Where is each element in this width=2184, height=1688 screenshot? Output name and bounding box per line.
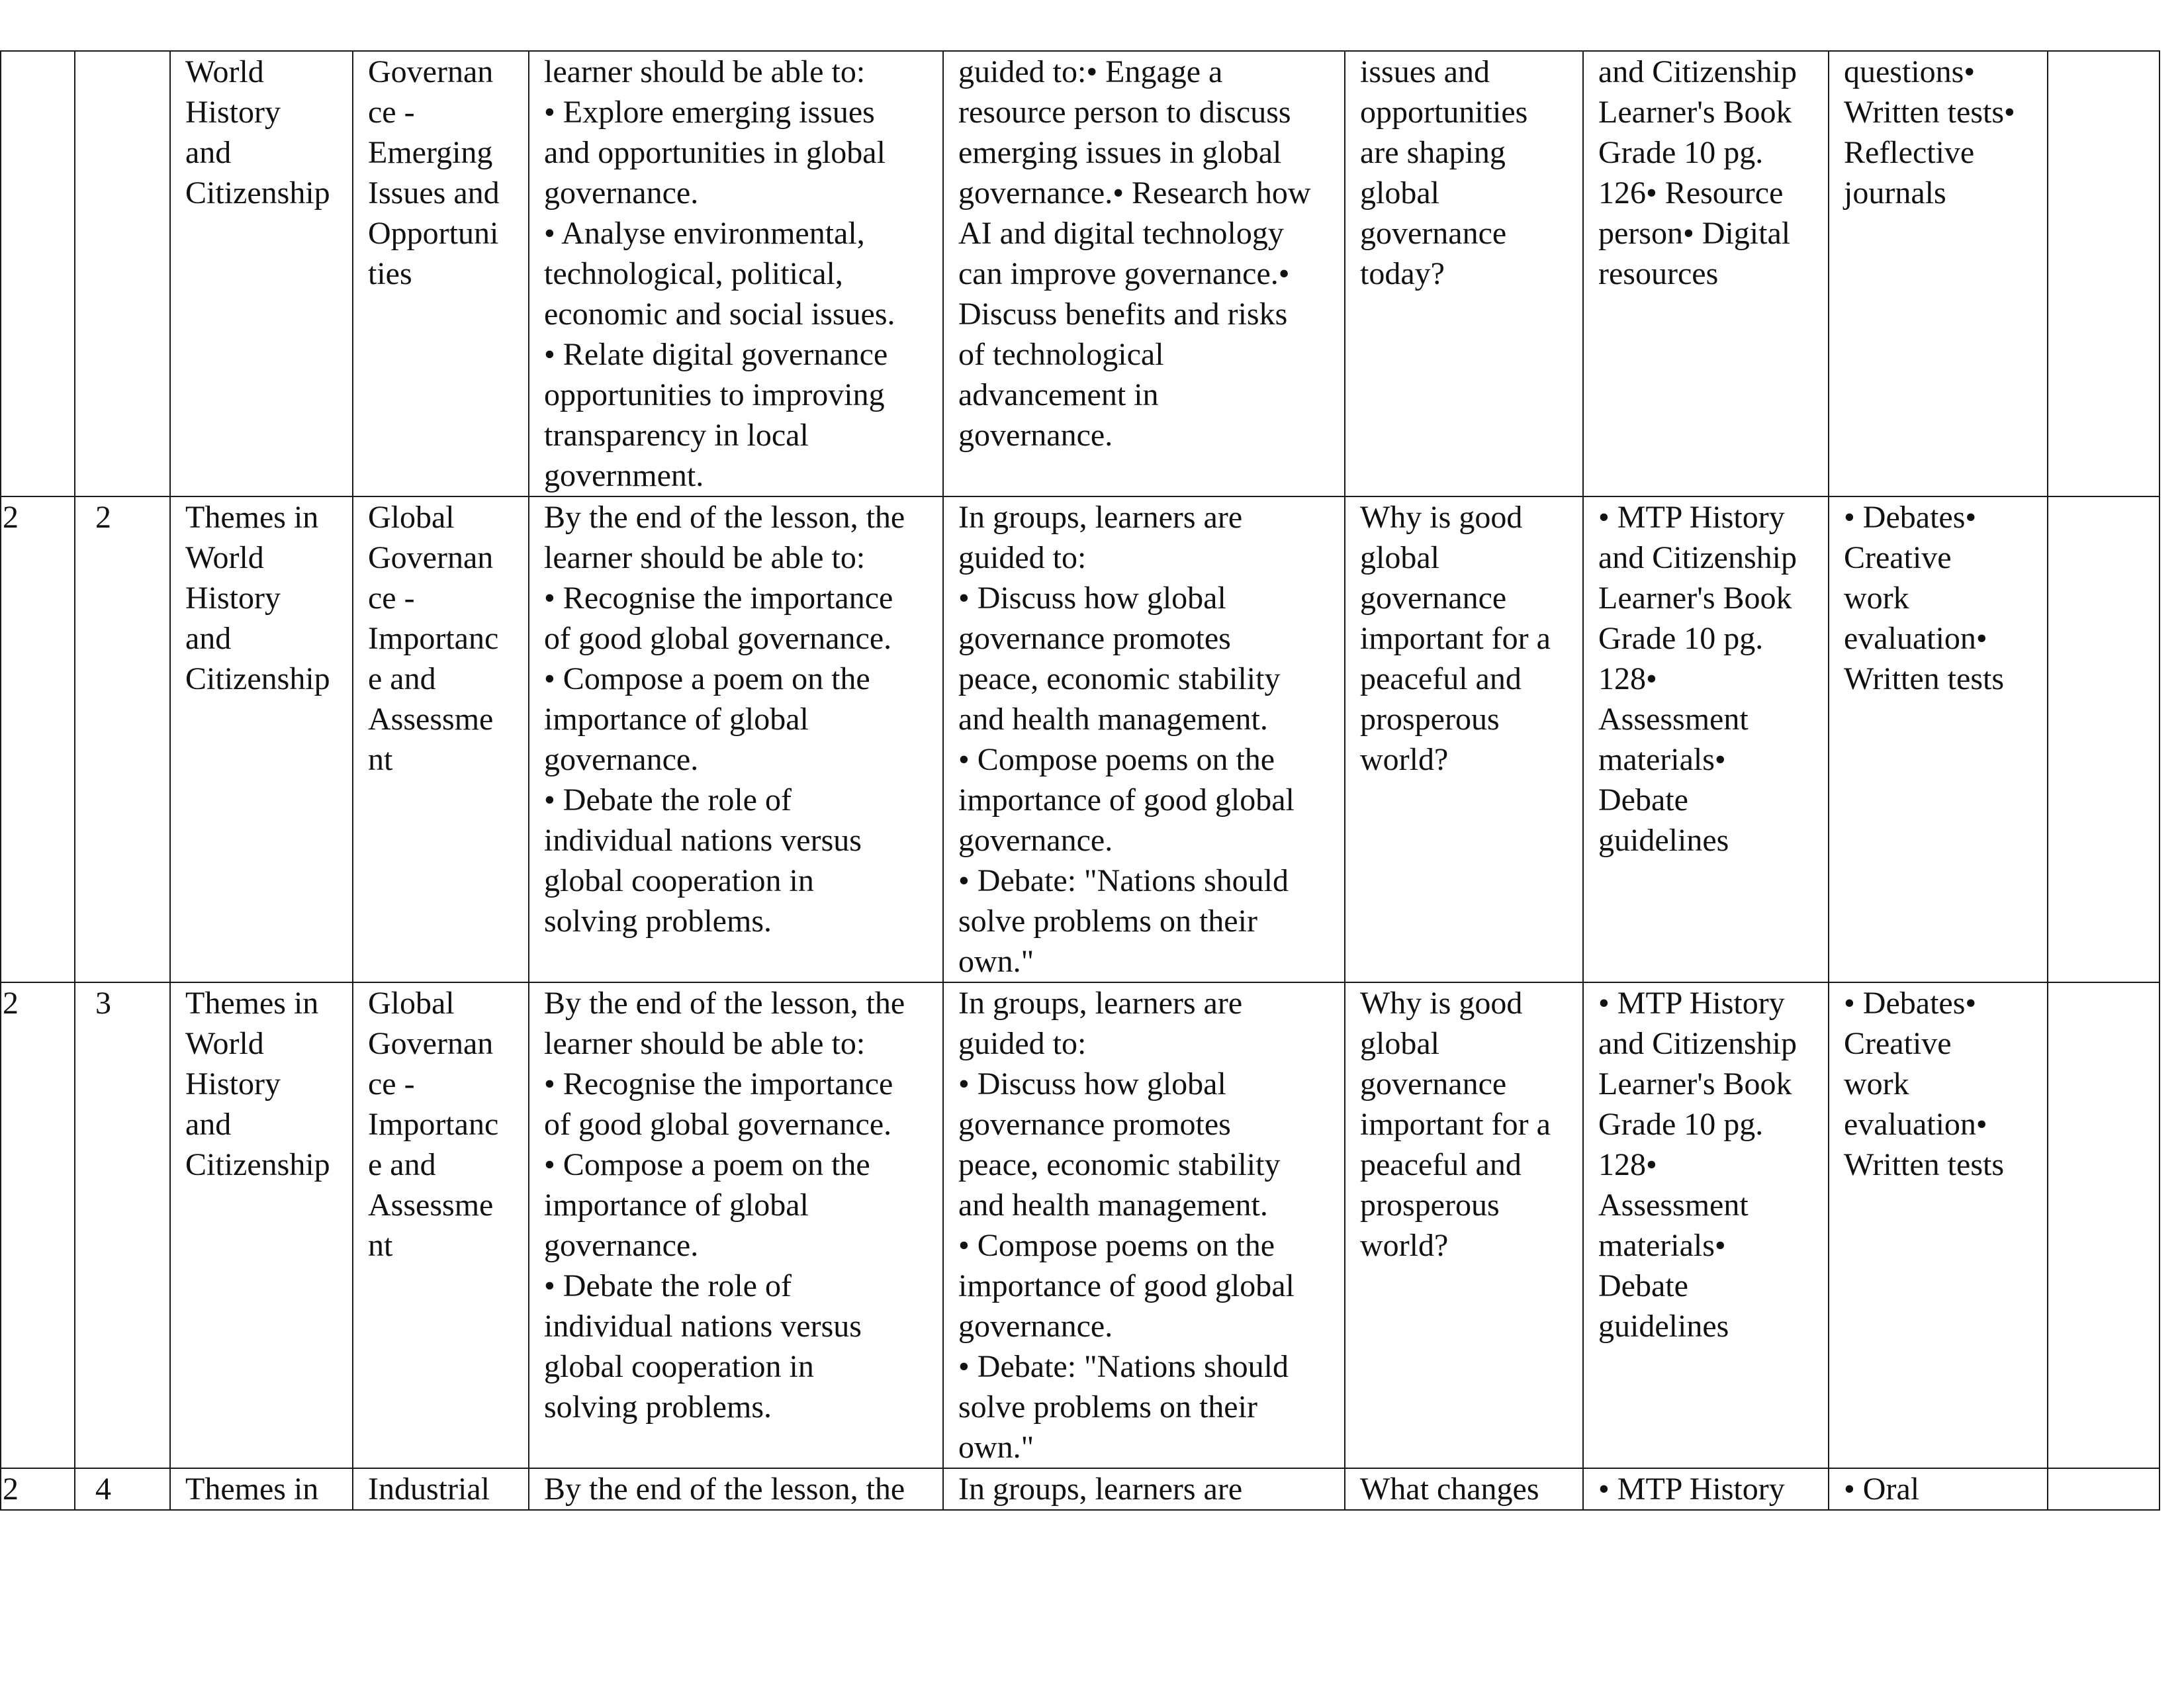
key-inquiry-cell (1345, 1468, 1583, 1510)
key-inquiry-cell (1345, 51, 1583, 496)
cell-text-line: e and (368, 661, 436, 696)
learning-experiences-cell (943, 51, 1345, 496)
cell-text-line: • Compose a poem on the (544, 661, 870, 696)
cell-text-line: • MTP History (1598, 1472, 1785, 1507)
cell-text-line: governance. (544, 742, 699, 777)
cell-text-line: Learner's Book (1598, 581, 1792, 616)
cell-text-line: Written tests (1844, 661, 2005, 696)
cell-text-line: Governan (368, 540, 494, 575)
cell-text-line: • Recognise the importance (544, 1066, 893, 1102)
cell-text-line: prosperous (1360, 702, 1500, 737)
cell-text-line: nt (368, 742, 393, 777)
cell-text-line: technological, political, (544, 256, 843, 291)
table-row (1, 982, 2160, 1468)
learning-experiences-cell (943, 1468, 1345, 1510)
cell-text-line: • Explore emerging issues (544, 95, 875, 130)
cell-text-line: In groups, learners are (958, 986, 1243, 1021)
cell-text-line: materials• (1598, 742, 1726, 777)
cell-text-line: Debate (1598, 1268, 1688, 1303)
cell-text-line: opportunities to improving (544, 377, 885, 412)
cell-text-line: and Citizenship (1598, 540, 1797, 575)
cell-text-line: journals (1844, 175, 1946, 211)
cell-text-line: 126• Resource (1598, 175, 1784, 211)
cell-text-line: today? (1360, 256, 1445, 291)
cell-text-line: governance. (544, 175, 699, 211)
cell-text-line: Themes in (185, 500, 319, 535)
cell-text-line: Grade 10 pg. (1598, 1107, 1764, 1142)
cell-text-line: opportunities (1360, 95, 1528, 130)
cell-text-line: Citizenship (185, 661, 330, 696)
cell-text-line: peace, economic stability (958, 661, 1281, 696)
week-cell: 2 (1, 1468, 75, 1510)
cell-text-line: What changes (1360, 1472, 1539, 1507)
cell-text-line: Opportuni (368, 216, 499, 251)
cell-text-line: guidelines (1598, 823, 1729, 858)
cell-text-line: Reflective (1844, 135, 1975, 170)
cell-text-line: Issues and (368, 175, 500, 211)
cell-text-line: guided to:• Engage a (958, 54, 1223, 89)
week-cell: 2 (1, 496, 75, 982)
key-inquiry-cell (1345, 982, 1583, 1468)
table-body (1, 51, 2160, 1510)
table-row (1, 496, 2160, 982)
cell-text-line: of technological (958, 337, 1164, 372)
cell-text-line: are shaping (1360, 135, 1506, 170)
cell-text-line: Grade 10 pg. (1598, 621, 1764, 656)
cell-text-line: emerging issues in global (958, 135, 1282, 170)
cell-text-line: Why is good (1360, 500, 1523, 535)
cell-text-line: Importanc (368, 621, 499, 656)
cell-text-line: governance. (958, 418, 1113, 453)
cell-text-line: solving problems. (544, 904, 772, 939)
cell-text-line: Governan (368, 54, 494, 89)
lesson-cell: 3 (75, 982, 170, 1468)
cell-text-line: • Compose a poem on the (544, 1147, 870, 1182)
cell-text-line: Citizenship (185, 175, 330, 211)
cell-text-line: guidelines (1598, 1309, 1729, 1344)
cell-text-line: 128• (1598, 661, 1657, 696)
cell-text-line: of good global governance. (544, 621, 892, 656)
cell-text-line: and (185, 135, 232, 170)
sub-strand-cell (353, 1468, 529, 1510)
cell-text-line: questions• (1844, 54, 1976, 89)
cell-text-line: economic and social issues. (544, 297, 895, 332)
cell-text-line: • Oral (1844, 1472, 1920, 1507)
cell-text-line: peace, economic stability (958, 1147, 1281, 1182)
cell-text-line: • Compose poems on the (958, 1228, 1275, 1263)
cell-text-line: important for a (1360, 621, 1551, 656)
cell-text-line: importance of global (544, 1188, 809, 1223)
learning-resources-cell (1583, 51, 1829, 496)
cell-text-line: Assessment (1598, 702, 1749, 737)
cell-text-line: governance promotes (958, 621, 1231, 656)
cell-text-line: Creative (1844, 540, 1952, 575)
cell-text-line: • Recognise the importance (544, 581, 893, 616)
cell-text-line: and opportunities in global (544, 135, 886, 170)
strand-cell (170, 982, 353, 1468)
cell-text-line: person• Digital (1598, 216, 1791, 251)
cell-text-line: solve problems on their (958, 904, 1257, 939)
cell-text-line: governance.• Research how (958, 175, 1311, 211)
cell-text-line: In groups, learners are (958, 500, 1243, 535)
cell-text-line: ce - (368, 581, 415, 616)
key-inquiry-cell (1345, 496, 1583, 982)
cell-text-line: and (185, 1107, 232, 1142)
cell-text-line: learner should be able to: (544, 540, 866, 575)
cell-text-line: important for a (1360, 1107, 1551, 1142)
cell-text-line: Why is good (1360, 986, 1523, 1021)
cell-text-line: and Citizenship (1598, 54, 1797, 89)
cell-text-line: work (1844, 581, 1909, 616)
cell-text-line: issues and (1360, 54, 1490, 89)
cell-text-line: global (1360, 175, 1439, 211)
cell-text-line: governance promotes (958, 1107, 1231, 1142)
cell-text-line: resource person to discuss (958, 95, 1291, 130)
cell-text-line: Citizenship (185, 1147, 330, 1182)
cell-text-line: peaceful and (1360, 1147, 1522, 1182)
cell-text-line: Learner's Book (1598, 1066, 1792, 1102)
cell-text-line: and health management. (958, 1188, 1268, 1223)
cell-text-line: own." (958, 944, 1034, 979)
scheme-of-work-table (0, 50, 2160, 1511)
cell-text-line: resources (1598, 256, 1719, 291)
cell-text-line: • Debate the role of (544, 782, 792, 818)
cell-text-line: • Debate: "Nations should (958, 863, 1289, 898)
learning-outcomes-cell (529, 496, 943, 982)
cell-text-line: • Discuss how global (958, 1066, 1226, 1102)
cell-text-line: governance (1360, 1066, 1507, 1102)
cell-text-line: peaceful and (1360, 661, 1522, 696)
cell-text-line: ce - (368, 1066, 415, 1102)
cell-text-line: and (185, 621, 232, 656)
cell-text-line: evaluation• (1844, 621, 1987, 656)
cell-text-line: importance of good global (958, 1268, 1295, 1303)
learning-experiences-cell (943, 496, 1345, 982)
strand-cell (170, 496, 353, 982)
cell-text-line: Grade 10 pg. (1598, 135, 1764, 170)
assessment-cell (1829, 51, 2048, 496)
cell-text-line: work (1844, 1066, 1909, 1102)
assessment-cell (1829, 496, 2048, 982)
cell-text-line: ties (368, 256, 412, 291)
lesson-cell: 4 (75, 1468, 170, 1510)
cell-text-line: • MTP History (1598, 986, 1785, 1021)
remarks-cell (2048, 496, 2160, 982)
strand-cell (170, 1468, 353, 1510)
cell-text-line: importance of good global (958, 782, 1295, 818)
cell-text-line: evaluation• (1844, 1107, 1987, 1142)
cell-text-line: 128• (1598, 1147, 1657, 1182)
cell-text-line: Themes in (185, 1472, 319, 1507)
cell-text-line: Assessme (368, 1188, 494, 1223)
learning-resources-cell (1583, 496, 1829, 982)
cell-text-line: Global (368, 986, 455, 1021)
cell-text-line: • Debate the role of (544, 1268, 792, 1303)
learning-experiences-cell (943, 982, 1345, 1468)
cell-text-line: • MTP History (1598, 500, 1785, 535)
cell-text-line: Written tests (1844, 1147, 2005, 1182)
cell-text-line: Assessment (1598, 1188, 1749, 1223)
cell-text-line: World (185, 1026, 264, 1061)
cell-text-line: global (1360, 540, 1439, 575)
remarks-cell (2048, 51, 2160, 496)
cell-text-line: • Analyse environmental, (544, 216, 865, 251)
cell-text-line: and health management. (958, 702, 1268, 737)
cell-text-line: advancement in (958, 377, 1159, 412)
cell-text-line: individual nations versus (544, 1309, 862, 1344)
cell-text-line: world? (1360, 742, 1449, 777)
cell-text-line: Industrial (368, 1472, 490, 1507)
cell-text-line: Debate (1598, 782, 1688, 818)
cell-text-line: By the end of the lesson, the (544, 1472, 905, 1507)
cell-text-line: By the end of the lesson, the (544, 500, 905, 535)
cell-text-line: Themes in (185, 986, 319, 1021)
cell-text-line: governance. (958, 823, 1113, 858)
strand-cell (170, 51, 353, 496)
cell-text-line: governance. (958, 1309, 1113, 1344)
week-cell (1, 51, 75, 496)
cell-text-line: prosperous (1360, 1188, 1500, 1223)
learning-resources-cell (1583, 1468, 1829, 1510)
cell-text-line: e and (368, 1147, 436, 1182)
cell-text-line: transparency in local (544, 418, 809, 453)
cell-text-line: Global (368, 500, 455, 535)
lesson-cell: 2 (75, 496, 170, 982)
cell-text-line: governance (1360, 216, 1507, 251)
cell-text-line: Written tests• (1844, 95, 2015, 130)
cell-text-line: nt (368, 1228, 393, 1263)
week-cell: 2 (1, 982, 75, 1468)
learning-outcomes-cell (529, 51, 943, 496)
cell-text-line: History (185, 581, 281, 616)
cell-text-line: global (1360, 1026, 1439, 1061)
cell-text-line: • Compose poems on the (958, 742, 1275, 777)
learning-outcomes-cell (529, 982, 943, 1468)
learning-resources-cell (1583, 982, 1829, 1468)
cell-text-line: government. (544, 458, 704, 493)
lesson-cell (75, 51, 170, 496)
cell-text-line: materials• (1598, 1228, 1726, 1263)
cell-text-line: Importanc (368, 1107, 499, 1142)
remarks-cell (2048, 1468, 2160, 1510)
cell-text-line: governance. (544, 1228, 699, 1263)
sub-strand-cell (353, 496, 529, 982)
learning-outcomes-cell (529, 1468, 943, 1510)
cell-text-line: and Citizenship (1598, 1026, 1797, 1061)
cell-text-line: World (185, 54, 264, 89)
cell-text-line: Governan (368, 1026, 494, 1061)
cell-text-line: solve problems on their (958, 1389, 1257, 1425)
table-row (1, 51, 2160, 496)
cell-text-line: importance of global (544, 702, 809, 737)
cell-text-line: • Debate: "Nations should (958, 1349, 1289, 1384)
cell-text-line: global cooperation in (544, 1349, 814, 1384)
assessment-cell (1829, 982, 2048, 1468)
cell-text-line: Learner's Book (1598, 95, 1792, 130)
cell-text-line: • Relate digital governance (544, 337, 888, 372)
cell-text-line: individual nations versus (544, 823, 862, 858)
cell-text-line: In groups, learners are (958, 1472, 1243, 1507)
cell-text-line: Creative (1844, 1026, 1952, 1061)
cell-text-line: guided to: (958, 540, 1087, 575)
cell-text-line: By the end of the lesson, the (544, 986, 905, 1021)
cell-text-line: History (185, 1066, 281, 1102)
cell-text-line: • Discuss how global (958, 581, 1226, 616)
cell-text-line: learner should be able to: (544, 54, 866, 89)
cell-text-line: global cooperation in (544, 863, 814, 898)
cell-text-line: world? (1360, 1228, 1449, 1263)
cell-text-line: solving problems. (544, 1389, 772, 1425)
table-row (1, 1468, 2160, 1510)
cell-text-line: Assessme (368, 702, 494, 737)
sub-strand-cell (353, 982, 529, 1468)
cell-text-line: Discuss benefits and risks (958, 297, 1288, 332)
cell-text-line: History (185, 95, 281, 130)
cell-text-line: • Debates• (1844, 500, 1977, 535)
cell-text-line: ce - (368, 95, 415, 130)
cell-text-line: learner should be able to: (544, 1026, 866, 1061)
cell-text-line: Emerging (368, 135, 493, 170)
cell-text-line: governance (1360, 581, 1507, 616)
cell-text-line: own." (958, 1430, 1034, 1465)
cell-text-line: AI and digital technology (958, 216, 1284, 251)
cell-text-line: guided to: (958, 1026, 1087, 1061)
cell-text-line: of good global governance. (544, 1107, 892, 1142)
remarks-cell (2048, 982, 2160, 1468)
sub-strand-cell (353, 51, 529, 496)
cell-text-line: • Debates• (1844, 986, 1977, 1021)
cell-text-line: can improve governance.• (958, 256, 1290, 291)
assessment-cell (1829, 1468, 2048, 1510)
cell-text-line: World (185, 540, 264, 575)
